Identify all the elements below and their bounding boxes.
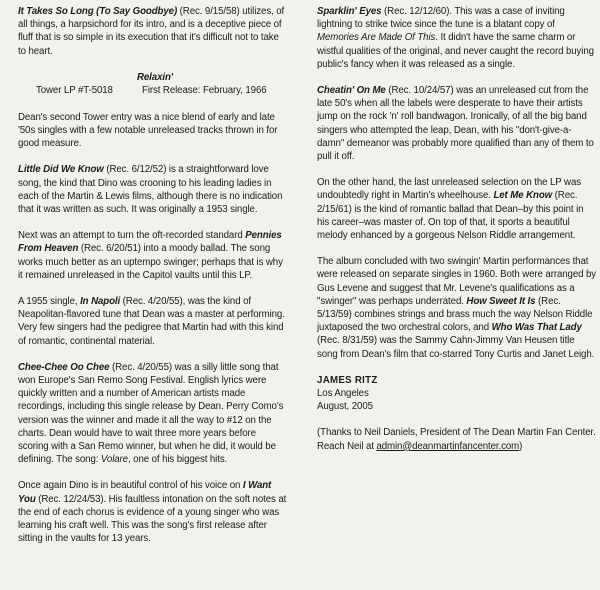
paragraph-cheatin-on-me [317, 84, 597, 163]
paragraph-text: The album concluded with two swingin' Martin performances that were released on separate singles in 1960. Both were arranged by Gus Levene and suggest that Mr. Levene's qualifications as a "swinger" was perhaps underrated. [317, 256, 597, 307]
left-column [18, 5, 288, 559]
record-label-number: Tower LP #T-5018 [36, 84, 113, 96]
paragraph-sparklin-eyes [317, 5, 597, 71]
author-date: August, 2005 [317, 401, 373, 413]
paragraph-text: (Rec. 2/15/61) is the kind of romantic ballad that Dean–by this point in his career–was master of. On top of that, it sports a beautiful melody enhanced by a gorgeous Nelson Riddle arrangement. [317, 190, 584, 242]
paragraph-text: (Rec. 8/31/59) was the Sammy Cahn-Jimmy Van Heusen title song from Dean's film that co-starred Tony Curtis and Janet Leigh. [317, 335, 595, 360]
song-title: Cheatin' On Me [317, 85, 386, 97]
paragraph-text: ) [519, 440, 523, 452]
paragraph-text: (Rec. 4/20/55) was a silly little song that won Europe's San Remo Song Festival. English lyrics were quickly written and a number of American artists made recordings, including this single release by Dean. Perry Como's version was the winner and made it all the way to #12 on the charts. Dean would have to wait three more years before scoring with a San Remo winner, but when he did, it would be defining. The song: [18, 361, 284, 466]
paragraph-text: Once again Dino is in beautiful control of his voice on [18, 480, 243, 492]
paragraph-let-me-know [317, 176, 597, 242]
paragraph-text: , one of his biggest hits. [127, 454, 228, 466]
paragraph-text: (Rec. 6/12/52) is a straightforward love song, the kind that Dino was crooning to his leading ladies in each of the Martin & Lewis films, although there is no indication that it was written as such. It was originally a 1953 single. [18, 164, 283, 216]
paragraph-intro: Dean's second Tower entry was a nice blend of early and late '50s singles with a few notable unreleased tracks thrown in for good measure. [18, 111, 278, 150]
song-title: Little Did We Know [18, 164, 104, 176]
album-release-header [18, 71, 288, 98]
song-title: How Sweet It Is [466, 295, 536, 307]
song-title: It Takes So Long (To Say Goodbye) [18, 6, 178, 17]
song-title: Pennies From Heaven [18, 230, 282, 255]
paragraph-text: (Rec. 12/24/53). His faultless intonation on the soft notes at the end of each chorus is evidence of a young singer who was learning his craft well. This was the song's first release after sitting in the vaults for 13 years. [18, 493, 287, 545]
paragraph-text: Next was an attempt to turn the oft-recorded standard [18, 230, 246, 242]
paragraph-little-did-we-know [18, 163, 288, 216]
song-title: Let Me Know [493, 190, 553, 202]
paragraph-text: On the other hand, the last unreleased selection on the LP was undoubtedly right in Martin's wheelhouse. [317, 177, 581, 202]
paragraph-text: (Rec. 9/15/58) utilizes, of all things, a harpsichord for its intro, and is a deceptive piece of fluff that is so simple in its execution that it's difficult not to take to heart. [18, 6, 285, 57]
first-release-date: First Release: February, 1966 [142, 84, 267, 96]
paragraph-text: (Rec. 10/24/57) was an unreleased cut from the late 50's when all the labels were desperate to have their artists jump on the rock 'n' roll bandwagon. Ironically, of all the big band singers who attempted the leap, Dean, with his "don't-give-a-damn" demeanor was probably more qualified than any of them to pull it off. [317, 85, 594, 163]
author-signature [317, 374, 597, 414]
paragraph-i-want-you [18, 479, 288, 545]
paragraph-album-conclusion [317, 255, 597, 361]
right-column [317, 5, 597, 466]
paragraph-text: . It didn't have the same charm or wistful qualities of the original, and never caught the record buying public's fancy when it was released as a single. [317, 32, 594, 70]
paragraph-chee-chee-oo-chee [18, 361, 288, 467]
author-city: Los Angeles [317, 388, 369, 400]
paragraph-pennies-from-heaven [18, 229, 288, 282]
song-title: I Want You [18, 480, 272, 505]
paragraph-text: (Rec. 12/12/60). This was a case of inviting lightning to strike twice since the tune is a blatant copy of [317, 6, 565, 31]
paragraph-it-takes-so-long [18, 5, 288, 58]
song-title: Who Was That Lady [491, 322, 582, 334]
song-reference: Volare [100, 454, 128, 466]
paragraph-text: (Thanks to Neil Daniels, President of The Dean Martin Fan Center. Reach Neil at [317, 427, 596, 452]
paragraph-text: (Rec. 4/20/55), was the kind of Neapolitan-flavored tune that Dean was a master at performing. Very few singers had the pedigree that Martin had with this kind of romantic, continental material. [18, 296, 285, 347]
paragraph-in-napoli [18, 295, 288, 348]
paragraph-text: A 1955 single, [18, 296, 81, 308]
album-title: Relaxin' [137, 71, 173, 83]
song-reference: Memories Are Made Of This [317, 32, 436, 44]
email-link[interactable]: admin@deanmartinfancenter.com [376, 440, 520, 452]
song-title: Sparklin' Eyes [317, 6, 382, 17]
song-title: In Napoli [80, 296, 121, 308]
paragraph-text: (Rec. 6/20/51) into a moody ballad. The song works much better as an uptempo swinger; perhaps that is why it remained unreleased in the Capitol vaults until this LP. [18, 243, 283, 281]
song-title: Chee-Chee Oo Chee [18, 361, 110, 373]
paragraph-text: (Rec. 5/13/59) combines strings and brass much the way Nelson Riddle juxtaposed the two orchestral colors, and [317, 295, 593, 334]
author-name: JAMES RITZ [317, 374, 378, 386]
paragraph-thanks [317, 426, 597, 452]
